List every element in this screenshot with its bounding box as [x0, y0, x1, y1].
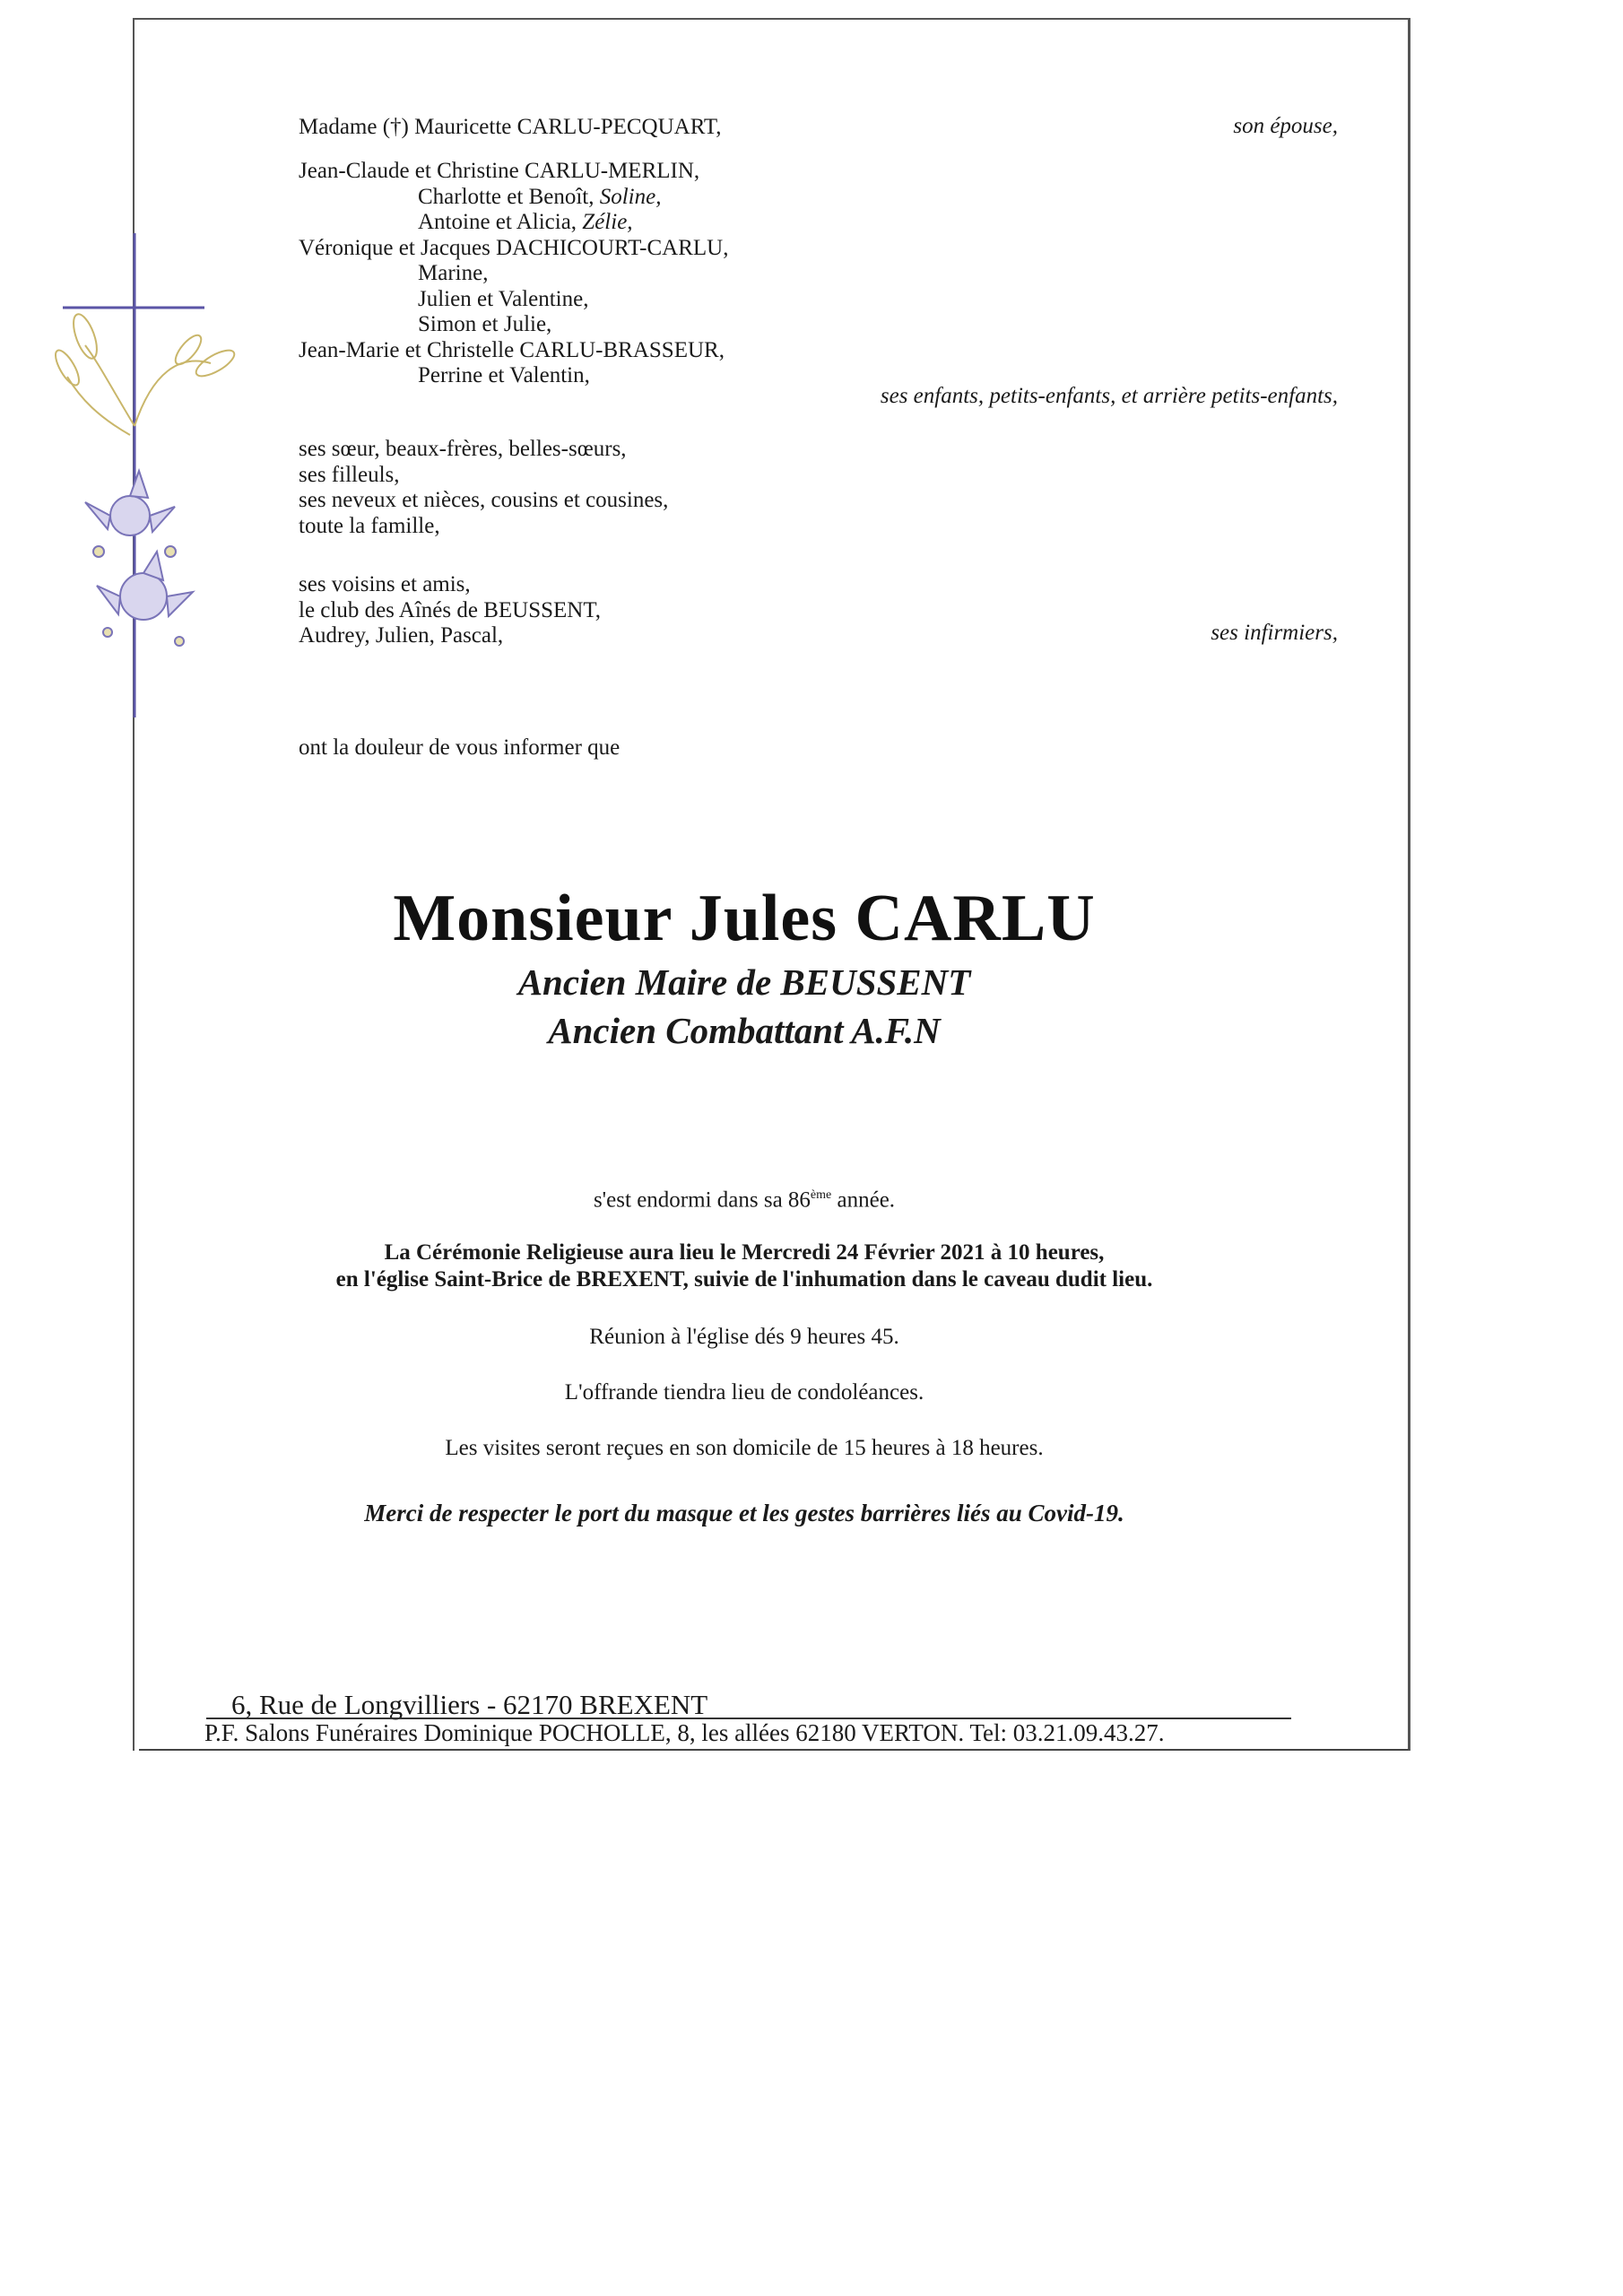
family-member-line — [299, 236, 728, 261]
family-member-line — [418, 261, 488, 286]
address-line: 6, Rue de Longvilliers - 62170 BREXENT — [231, 1689, 708, 1720]
age-suffix: année. — [831, 1187, 896, 1213]
wheat-icon — [51, 311, 238, 435]
cross-flower-ornament — [45, 229, 278, 731]
covid-notice: Merci de respecter le port du masque et les gestes barrières liés au Covid-19. — [364, 1500, 1124, 1526]
offrande-line: L'offrande tiendra lieu de condoléances. — [564, 1380, 924, 1405]
family-member-names: Perrine et Valentin, — [418, 363, 590, 387]
family-member-names: Charlotte et Benoît, — [418, 184, 600, 209]
family-member-line — [418, 185, 661, 210]
deceased-name: Monsieur Jules CARLU — [393, 882, 1096, 955]
relatives-line: ses sœur, beaux-frères, belles-sœurs, — [299, 437, 627, 461]
ceremony-line-1: La Cérémonie Religieuse aura lieu le Mercredi 24 Février 2021 à 10 heures, — [384, 1240, 1105, 1265]
relatives-line: ses neveux et nièces, cousins et cousines, — [299, 488, 669, 512]
family-member-names: Antoine et Alicia, — [418, 210, 583, 234]
children-role: ses enfants, petits-enfants, et arrière petits-enfants, — [880, 384, 1338, 408]
family-member-line — [418, 287, 588, 312]
friends-line: ses voisins et amis, — [299, 572, 471, 596]
family-member-line — [418, 312, 551, 337]
family-member-line — [299, 159, 699, 184]
deceased-title-1: Ancien Maire de BEUSSENT — [517, 961, 971, 1003]
friends-role: ses infirmiers, — [1211, 621, 1338, 645]
family-member-names: Julien et Valentine, — [418, 286, 589, 311]
visites-line: Les visites seront reçues en son domicile de 15 heures à 18 heures. — [445, 1436, 1044, 1460]
age-line — [179, 1182, 1309, 1213]
family-member-child: Zélie, — [582, 210, 633, 234]
family-member-line — [418, 210, 633, 235]
frame-bottom-rule — [139, 1749, 1409, 1751]
age-superscript: ème — [810, 1188, 832, 1202]
friends-line: le club des Aînés de BEUSSENT, — [299, 597, 601, 622]
relatives-line: toute la famille, — [299, 513, 440, 538]
family-member-child: Soline, — [599, 184, 662, 209]
family-member-names: Marine, — [418, 261, 489, 285]
family-member-line — [418, 363, 590, 388]
family-member-names: Simon et Julie, — [418, 312, 552, 336]
flower-icon — [85, 471, 193, 646]
reunion-line: Réunion à l'église dés 9 heures 45. — [589, 1325, 899, 1349]
relatives-line: ses filleuls, — [299, 462, 400, 487]
family-member-names: Jean-Claude et Christine CARLU-MERLIN, — [299, 159, 700, 183]
family-member-line — [299, 338, 725, 363]
spouse-role: son épouse, — [1233, 114, 1338, 138]
announce-text: ont la douleur de vous informer que — [299, 735, 621, 760]
funeral-home-line: P.F. Salons Funéraires Dominique POCHOLLE, 8, les allées 62180 VERTON. Tel: 03.21.09.43.27. — [204, 1719, 1165, 1746]
age-text: s'est endormi dans sa 86 — [593, 1187, 811, 1213]
deceased-title-2: Ancien Combattant A.F.N — [548, 1010, 941, 1051]
family-member-names: Jean-Marie et Christelle CARLU-BRASSEUR, — [299, 337, 725, 362]
friends-line: Audrey, Julien, Pascal, — [299, 623, 504, 648]
ceremony-line-2: en l'église Saint-Brice de BREXENT, suivie de l'inhumation dans le caveau dudit lieu. — [335, 1267, 1153, 1292]
family-member-names: Véronique et Jacques DACHICOURT-CARLU, — [299, 235, 729, 260]
spouse-line: Madame (†) Mauricette CARLU-PECQUART, — [299, 115, 722, 139]
